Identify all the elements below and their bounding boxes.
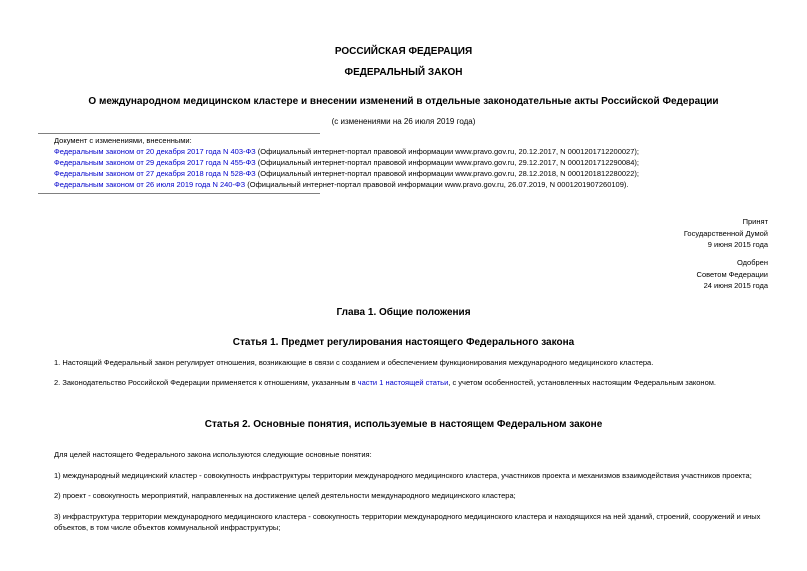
article-1-heading: Статья 1. Предмет регулирования настоящего Федерального закона [232,337,575,348]
adoption-line: 24 июня 2015 года [703,281,768,290]
amendment-line [54,179,628,191]
adoption-council [697,257,768,292]
amendment-link[interactable]: Федеральным законом от 20 декабря 2017 года N 403-ФЗ [54,147,256,156]
amendment-link[interactable]: Федеральным законом от 27 декабря 2018 года N 528-ФЗ [54,169,256,178]
amendment-line [54,157,639,169]
amendment-line [54,168,639,180]
paragraph-text: 2. Законодательство Российской Федерации применяется к отношениям, указанным в [54,378,358,387]
amendment-source: (Официальный интернет-портал правовой информации www.pravo.gov.ru, 26.07.2019, N 0001201907260109). [245,180,629,189]
amendment-source: (Официальный интернет-портал правовой информации www.pravo.gov.ru, 20.12.2017, N 0001201712200027); [255,147,639,156]
article-2-heading: Статья 2. Основные понятия, используемые в настоящем Федеральном законе [204,419,603,430]
law-title: О международном медицинском кластере и внесении изменений в отдельные законодательные акты Российской Федерации [88,96,719,107]
article-1-paragraph-1: 1. Настоящий Федеральный закон регулирует отношения, возникающие в связи с созданием и обеспечением функционирования международного медицинского кластера. [54,358,654,367]
adoption-line: Принят [742,217,768,226]
chapter-heading: Глава 1. Общие положения [336,307,471,318]
adoption-line: Одобрен [737,258,768,267]
amendment-link[interactable]: Федеральным законом от 29 декабря 2017 года N 455-ФЗ [54,158,256,167]
amendments-intro: Документ с изменениями, внесенными: [54,136,192,145]
law-type-heading: ФЕДЕРАЛЬНЫЙ ЗАКОН [344,67,463,78]
amendment-line [54,146,639,158]
article-2-item-3: 3) инфраструктура территории международного медицинского кластера - совокупность территории международного медицинского кластера и находящихся на ней зданий, строений, сооружений и иных объектов, в том числе объектов коммунальной инфраструктуры; [54,512,761,532]
amendments-bottom-rule [38,193,320,194]
article-2-intro: Для целей настоящего Федерального закона используются следующие основные понятия: [54,450,372,459]
amendment-source: (Официальный интернет-портал правовой информации www.pravo.gov.ru, 28.12.2018, N 0001201812280022); [255,169,639,178]
article-2-item-1: 1) международный медицинский кластер - совокупность инфраструктуры территории международного медицинского кластера, участников проекта и механизмов взаимодействия участников проекта; [54,471,752,480]
country-heading: РОССИЙСКАЯ ФЕДЕРАЦИЯ [334,46,473,57]
adoption-duma [684,216,768,251]
amendment-link[interactable]: Федеральным законом от 26 июля 2019 года N 240-ФЗ [54,180,246,189]
article-2-item-2: 2) проект - совокупность мероприятий, направленных на достижение целей деятельности международного медицинского кластера; [54,491,516,500]
article-1-paragraph-2 [54,378,716,387]
paragraph-text: , с учетом особенностей, установленных настоящим Федеральным законом. [448,378,716,387]
amendments-top-rule [38,133,320,134]
amendment-source: (Официальный интернет-портал правовой информации www.pravo.gov.ru, 29.12.2017, N 0001201712290084); [255,158,639,167]
adoption-line: Государственной Думой [683,228,768,238]
revision-note: (с изменениями на 26 июля 2019 года) [331,117,476,126]
adoption-line: Советом Федерации [696,269,768,279]
reference-link[interactable]: части 1 настоящей статьи [357,378,449,387]
adoption-line: 9 июня 2015 года [707,240,768,249]
